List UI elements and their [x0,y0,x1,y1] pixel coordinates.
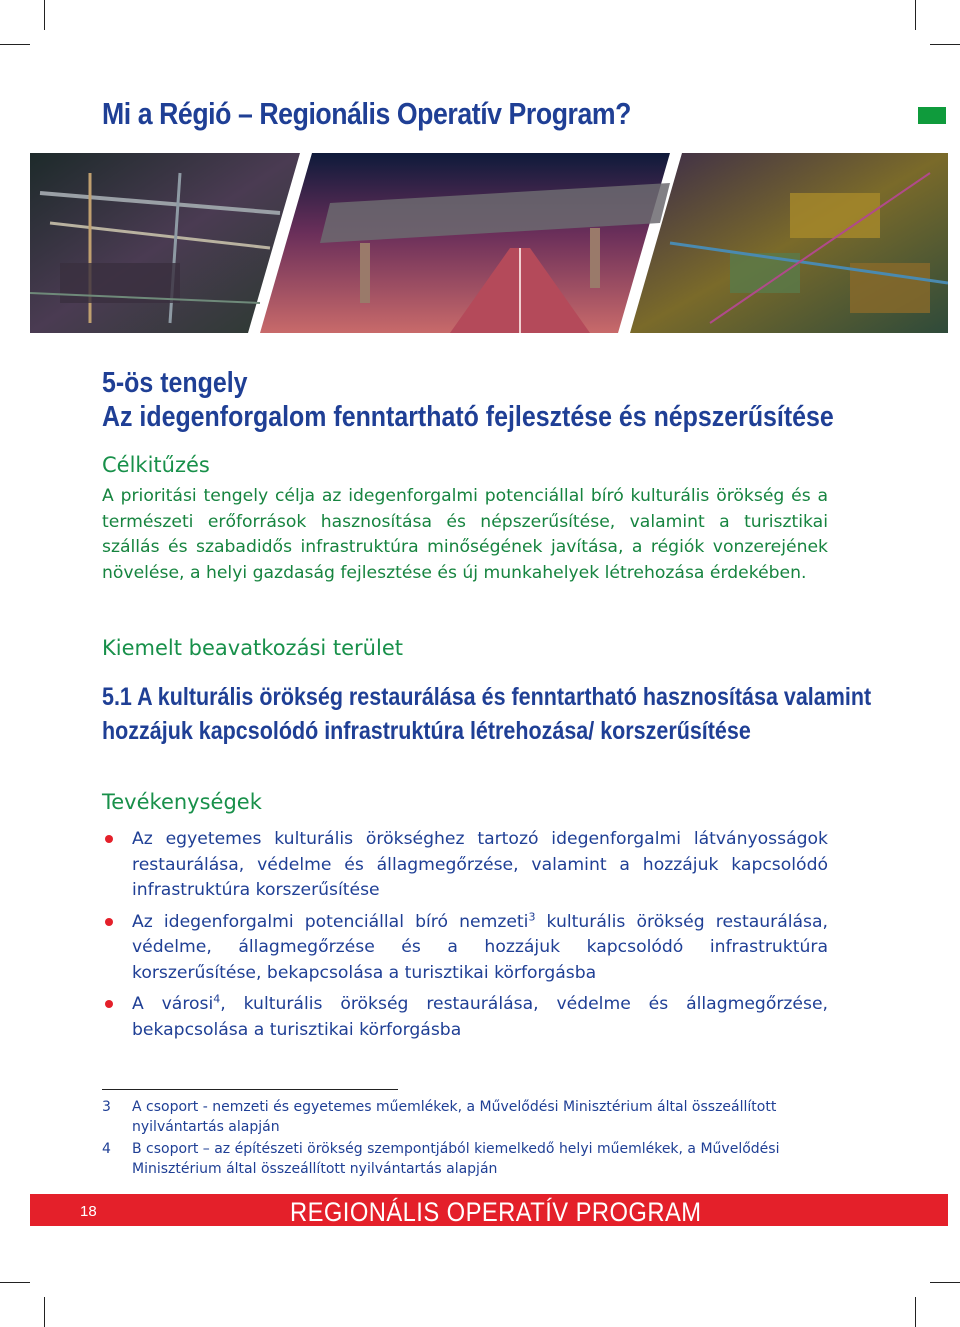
footnote [102,1097,830,1137]
footnote-text: A csoport - nemzeti és egyetemes műemlékek, a Művelődési Minisztérium által összeállított nyilvántartás alapján [132,1099,777,1135]
activities-list [102,827,828,1049]
bullet-icon [105,835,113,843]
footer-title: REGIONÁLIS OPERATÍV PROGRAM [290,1197,702,1227]
crop-mark [44,0,45,30]
footnote-divider [102,1089,398,1090]
crop-mark [915,1297,916,1327]
footnote [102,1139,830,1179]
aerial-town-photo [630,153,948,333]
footnote-number: 4 [102,1141,111,1157]
bullet-icon [105,918,113,926]
activity-text: , kulturális örökség restaurálása, védelme és állagmegőrzése, bekapcsolása a turisztikai körforgásba [132,994,828,1040]
intervention-title-line2: hozzájuk kapcsolódó infrastruktúra létrehozása/ korszerűsítése [102,717,751,745]
bridge-road-photo [260,153,670,333]
goal-text: A prioritási tengely célja az idegenforgalmi potenciállal bíró kulturális örökség és a természeti erőforrások hasznosítása és népszerűsítése, valamint a turisztikai szállás és szabadidős infrastruktúra minőségének javítása, a régiók vonzerejének növelése, a helyi gazdaság fejlesztése és új munkahelyek létrehozása érdekében. [102,486,828,583]
crop-mark [0,44,30,45]
activity-text: kulturális örökség restaurálása, védelme, állagmegőrzése és a hozzájuk kapcsolódó infrastruktúra korszerűsítése, bekapcsolása a turisztikai körforgásba [132,911,828,983]
crop-mark [0,1282,30,1283]
page-number: 18 [80,1203,97,1220]
page-title: Mi a Régió – Regionális Operatív Program? [102,96,632,131]
activities-heading: Tevékenységek [102,790,262,814]
crop-mark [44,1297,45,1327]
activity-text: A városi [132,994,214,1014]
activity-text: Az egyetemes kulturális örökséghez tartozó idegenforgalmi látványosságok restaurálása, védelme és állagmegőrzése, valamint a hozzájuk kapcsolódó infrastruktúra korszerűsítése [132,829,828,900]
footnote-number: 3 [102,1099,111,1115]
axis-title-line2: Az idegenforgalom fenntartható fejlesztése és népszerűsítése [102,401,834,433]
list-item [102,910,828,987]
footnote-ref: 4 [213,992,221,1006]
list-item [102,992,828,1043]
intervention-heading: Kiemelt beavatkozási terület [102,636,403,660]
axis-title-line1: 5-ös tengely [102,367,248,399]
axis-title [102,366,834,434]
title-accent-block [918,107,946,124]
photo-strip [30,153,948,333]
harbor-cranes-photo [30,153,300,333]
list-item [102,827,828,904]
footnote-text: B csoport – az építészeti örökség szempontjából kiemelkedő helyi műemlékek, a Művelődési Minisztérium által összeállított nyilvántartás alapján [132,1141,780,1177]
goal-heading: Célkitűzés [102,453,210,477]
intervention-title-line1: 5.1 A kulturális örökség restaurálása és fenntartható hasznosítása valamint [102,683,872,711]
crop-mark [930,1282,960,1283]
bullet-icon [105,1000,113,1008]
footnotes [102,1097,830,1181]
footnote-ref: 3 [528,909,536,923]
intervention-title [102,680,871,748]
crop-mark [930,44,960,45]
crop-mark [915,0,916,30]
activity-text: Az idegenforgalmi potenciállal bíró nemzeti [132,911,529,932]
